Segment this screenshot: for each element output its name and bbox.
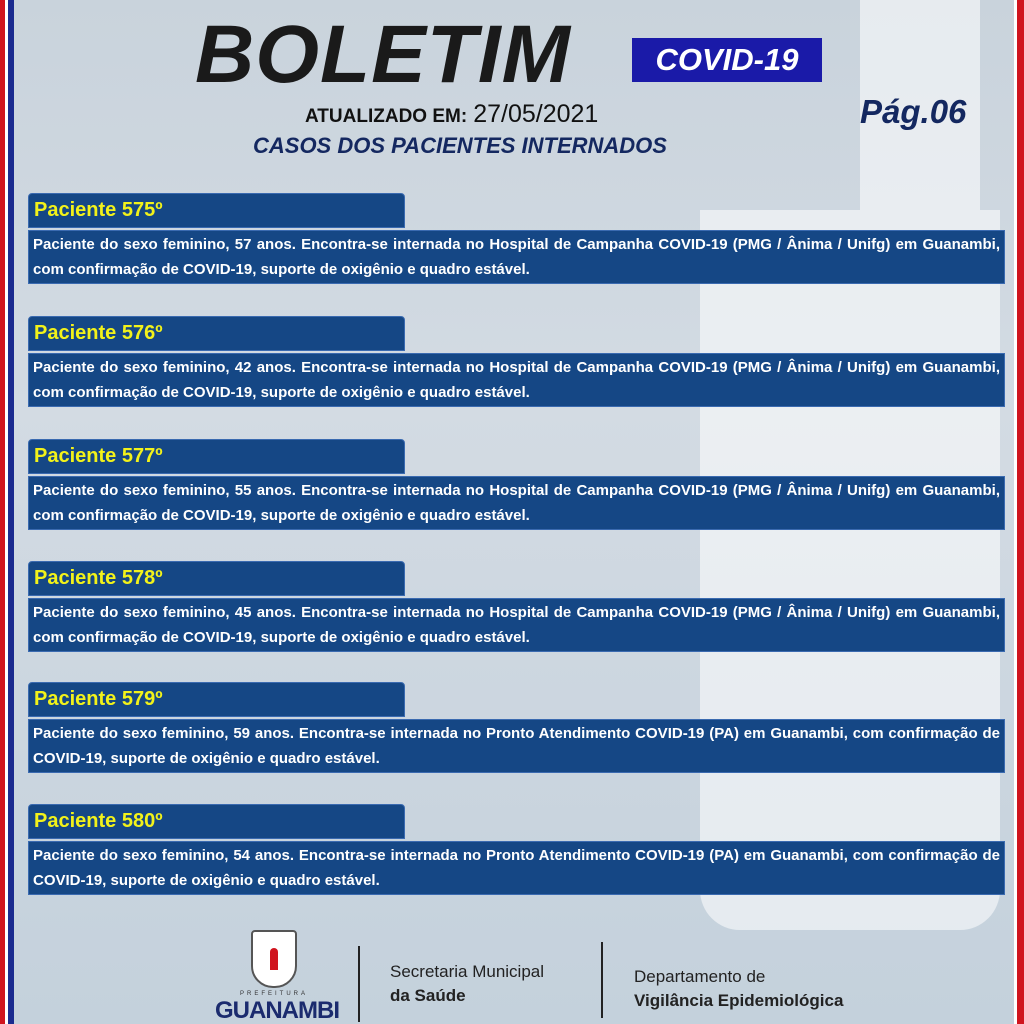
patient-card xyxy=(28,682,1005,773)
patient-description: Paciente do sexo feminino, 54 anos. Encontra-se internada no Pronto Atendimento COVID-19 (PA) em Guanambi, com confirmação de COVID-19, suporte de oxigênio e quadro estável. xyxy=(28,841,1005,895)
updated-date: 27/05/2021 xyxy=(473,100,599,128)
guanambi-logo xyxy=(215,930,339,1024)
departamento-line1: Departamento de xyxy=(634,967,766,986)
secretaria-line1: Secretaria Municipal xyxy=(390,962,545,981)
left-border-stripe xyxy=(0,0,14,1024)
patient-description: Paciente do sexo feminino, 55 anos. Encontra-se internada no Hospital de Campanha COVID-19 (PMG / Ânima / Unifg) em Guanambi, com confirmação de COVID-19, suporte de oxigênio e quadro estável. xyxy=(28,476,1005,530)
patient-card xyxy=(28,439,1005,530)
patient-description: Paciente do sexo feminino, 59 anos. Encontra-se internada no Pronto Atendimento COVID-19 (PA) em Guanambi, com confirmação de COVID-19, suporte de oxigênio e quadro estável. xyxy=(28,719,1005,773)
divider xyxy=(601,942,603,1018)
patient-label: Paciente 577º xyxy=(28,439,405,474)
patient-card xyxy=(28,561,1005,652)
patient-description: Paciente do sexo feminino, 42 anos. Encontra-se internada no Hospital de Campanha COVID-19 (PMG / Ânima / Unifg) em Guanambi, com confirmação de COVID-19, suporte de oxigênio e quadro estável. xyxy=(28,353,1005,407)
departamento-text xyxy=(634,965,843,1013)
bulletin-title: BOLETIM xyxy=(195,9,571,100)
page-number: Pág.06 xyxy=(860,93,967,130)
right-border-stripe xyxy=(1014,0,1024,1024)
patient-label: Paciente 579º xyxy=(28,682,405,717)
updated-label: ATUALIZADO EM: xyxy=(305,106,468,127)
footer xyxy=(0,930,1024,1024)
secretaria-line2: da Saúde xyxy=(390,986,466,1005)
page-subtitle: CASOS DOS PACIENTES INTERNADOS xyxy=(253,133,667,158)
covid-badge: COVID-19 xyxy=(632,38,822,82)
patient-label: Paciente 578º xyxy=(28,561,405,596)
logo-guanambi: GUANAMBI xyxy=(215,997,339,1024)
patient-card xyxy=(28,193,1005,284)
patient-description: Paciente do sexo feminino, 45 anos. Encontra-se internada no Hospital de Campanha COVID-19 (PMG / Ânima / Unifg) em Guanambi, com confirmação de COVID-19, suporte de oxigênio e quadro estável. xyxy=(28,598,1005,652)
patient-label: Paciente 580º xyxy=(28,804,405,839)
updated-info xyxy=(305,100,598,128)
patient-label: Paciente 576º xyxy=(28,316,405,351)
city-crest-icon xyxy=(251,930,297,988)
logo-prefeitura: PREFEITURA xyxy=(239,991,308,997)
patient-card xyxy=(28,316,1005,407)
departamento-line2: Vigilância Epidemiológica xyxy=(634,991,844,1010)
divider xyxy=(358,946,360,1022)
patient-description: Paciente do sexo feminino, 57 anos. Encontra-se internada no Hospital de Campanha COVID-19 (PMG / Ânima / Unifg) em Guanambi, com confirmação de COVID-19, suporte de oxigênio e quadro estável. xyxy=(28,230,1005,284)
patient-card xyxy=(28,804,1005,895)
patient-label: Paciente 575º xyxy=(28,193,405,228)
secretaria-text xyxy=(390,960,544,1008)
